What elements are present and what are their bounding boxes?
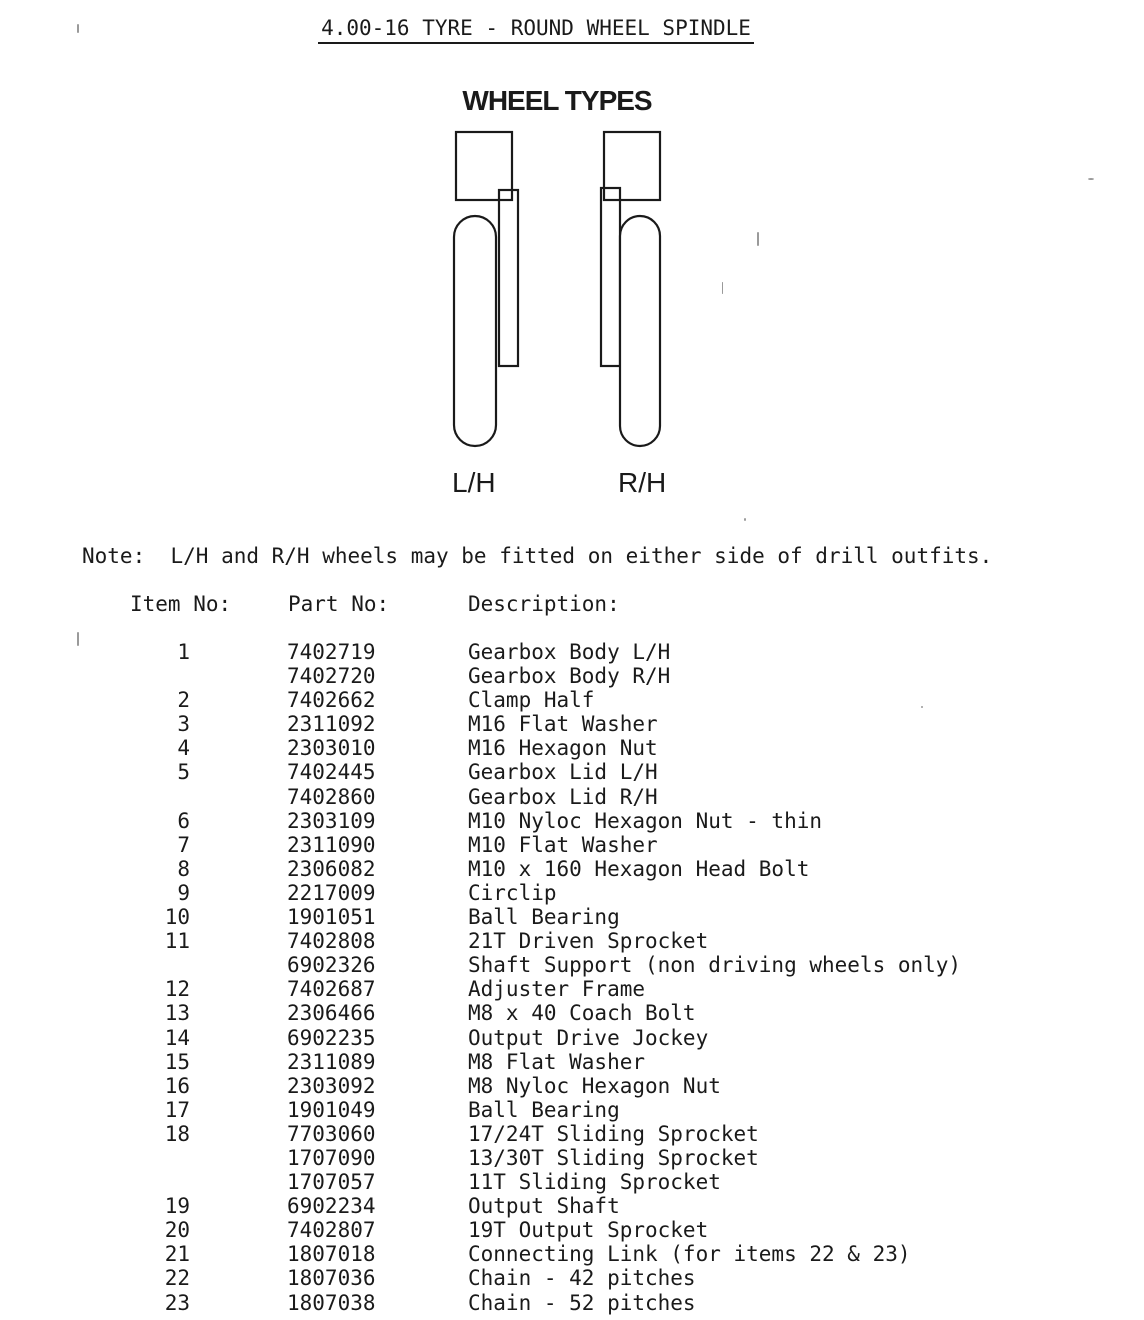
parts-table-row <box>0 1001 1144 1025</box>
part-description: M10 Flat Washer <box>468 832 658 857</box>
parts-table-row <box>0 1291 1144 1315</box>
item-number: 9 <box>177 880 190 905</box>
part-description: Ball Bearing <box>468 1097 620 1122</box>
page-title: 4.00-16 TYRE - ROUND WHEEL SPINDLE <box>318 14 754 44</box>
part-number: 7402687 <box>287 977 376 1002</box>
parts-table-row <box>0 736 1144 760</box>
part-description: M8 Flat Washer <box>468 1049 646 1074</box>
scan-speck <box>921 706 923 708</box>
item-number: 3 <box>177 712 190 737</box>
item-number: 17 <box>164 1097 190 1122</box>
part-description: 11T Sliding Sprocket <box>468 1170 721 1195</box>
part-number: 7703060 <box>287 1121 376 1146</box>
parts-table-row <box>0 1194 1144 1218</box>
parts-table-row <box>0 1074 1144 1098</box>
header-part-no: Part No: <box>288 592 390 616</box>
left-hand-label: L/H <box>452 467 496 498</box>
item-number: 4 <box>177 736 190 761</box>
item-number: 18 <box>164 1121 190 1146</box>
item-number: 7 <box>177 832 190 857</box>
part-number: 2217009 <box>287 880 376 905</box>
right-gearbox <box>604 132 660 200</box>
parts-table-row <box>0 809 1144 833</box>
parts-table-row <box>0 664 1144 688</box>
part-description: 13/30T Sliding Sprocket <box>468 1145 759 1170</box>
right-hand-wheel <box>601 132 660 446</box>
part-description: M8 Nyloc Hexagon Nut <box>468 1073 721 1098</box>
item-number: 22 <box>164 1266 190 1291</box>
item-number: 14 <box>164 1025 190 1050</box>
part-description: 17/24T Sliding Sprocket <box>468 1121 759 1146</box>
part-number: 1807036 <box>287 1266 376 1291</box>
parts-list-clip <box>0 638 1144 1315</box>
part-description: M16 Flat Washer <box>468 712 658 737</box>
scan-speck <box>722 282 723 294</box>
part-number: 2311092 <box>287 712 376 737</box>
item-number: 1 <box>177 640 190 664</box>
part-description: M10 x 160 Hexagon Head Bolt <box>468 856 810 881</box>
item-number: 10 <box>164 905 190 930</box>
part-number: 7402808 <box>287 929 376 954</box>
parts-table-row <box>0 1170 1144 1194</box>
parts-table-row <box>0 1146 1144 1170</box>
part-description: Gearbox Lid R/H <box>468 784 658 809</box>
part-description: Chain - 42 pitches <box>468 1266 696 1291</box>
item-number: 23 <box>164 1290 190 1315</box>
part-number: 7402860 <box>287 784 376 809</box>
part-number: 1807038 <box>287 1290 376 1315</box>
parts-table-row <box>0 1026 1144 1050</box>
part-description: Clamp Half <box>468 688 595 713</box>
wheel-types-heading: WHEEL TYPES <box>462 85 652 116</box>
parts-table-row <box>0 1218 1144 1242</box>
item-number: 16 <box>164 1073 190 1098</box>
scan-speck <box>744 518 746 521</box>
item-number: 20 <box>164 1218 190 1243</box>
item-number: 13 <box>164 1001 190 1026</box>
part-number: 6902326 <box>287 953 376 978</box>
parts-list <box>0 640 1144 1315</box>
scan-speck <box>1088 178 1094 180</box>
right-hand-label: R/H <box>618 467 667 498</box>
parts-table-row <box>0 881 1144 905</box>
part-number: 1901051 <box>287 905 376 930</box>
parts-table-row <box>0 1050 1144 1074</box>
part-number: 7402720 <box>287 664 376 689</box>
item-number: 8 <box>177 856 190 881</box>
header-description: Description: <box>468 592 620 616</box>
part-number: 1707090 <box>287 1145 376 1170</box>
right-tyre <box>620 216 660 446</box>
part-number: 7402445 <box>287 760 376 785</box>
item-number: 2 <box>177 688 190 713</box>
right-spindle-plate <box>601 188 620 366</box>
part-number: 1707057 <box>287 1170 376 1195</box>
part-number: 7402719 <box>287 640 376 664</box>
parts-table-row <box>0 857 1144 881</box>
fitting-note: Note: L/H and R/H wheels may be fitted on either side of drill outfits. <box>82 544 993 568</box>
part-description: Output Shaft <box>468 1194 620 1219</box>
part-number: 2311090 <box>287 832 376 857</box>
part-description: Shaft Support (non driving wheels only) <box>468 953 962 978</box>
part-description: Output Drive Jockey <box>468 1025 709 1050</box>
item-number: 11 <box>164 929 190 954</box>
part-number: 6902235 <box>287 1025 376 1050</box>
parts-table-row <box>0 833 1144 857</box>
header-item-no: Item No: <box>130 592 232 616</box>
part-number: 1901049 <box>287 1097 376 1122</box>
parts-table-row <box>0 712 1144 736</box>
parts-table-row <box>0 785 1144 809</box>
part-description: M8 x 40 Coach Bolt <box>468 1001 696 1026</box>
item-number: 12 <box>164 977 190 1002</box>
part-description: Chain - 52 pitches <box>468 1290 696 1315</box>
parts-table-row <box>0 905 1144 929</box>
part-number: 2303092 <box>287 1073 376 1098</box>
parts-table-row <box>0 977 1144 1001</box>
part-number: 7402807 <box>287 1218 376 1243</box>
item-number: 6 <box>177 808 190 833</box>
part-description: Circlip <box>468 880 557 905</box>
part-number: 1807018 <box>287 1242 376 1267</box>
parts-table-row <box>0 1242 1144 1266</box>
left-tyre <box>454 216 496 446</box>
scan-speck <box>77 632 79 646</box>
part-number: 7402662 <box>287 688 376 713</box>
part-description: 19T Output Sprocket <box>468 1218 709 1243</box>
part-description: M16 Hexagon Nut <box>468 736 658 761</box>
part-number: 2303109 <box>287 808 376 833</box>
parts-table-row <box>0 760 1144 784</box>
part-description: Connecting Link (for items 22 & 23) <box>468 1242 911 1267</box>
item-number: 5 <box>177 760 190 785</box>
item-number: 15 <box>164 1049 190 1074</box>
parts-table-row <box>0 1122 1144 1146</box>
parts-table-row <box>0 640 1144 664</box>
parts-table-row <box>0 688 1144 712</box>
scan-speck <box>77 24 79 33</box>
wheel-types-diagram <box>440 124 674 454</box>
part-number: 6902234 <box>287 1194 376 1219</box>
part-description: 21T Driven Sprocket <box>468 929 709 954</box>
part-description: Gearbox Body L/H <box>468 640 671 664</box>
left-spindle-plate <box>499 190 518 366</box>
part-number: 2306082 <box>287 856 376 881</box>
part-description: Adjuster Frame <box>468 977 646 1002</box>
part-number: 2311089 <box>287 1049 376 1074</box>
parts-table-row <box>0 953 1144 977</box>
item-number: 21 <box>164 1242 190 1267</box>
parts-table-row <box>0 1098 1144 1122</box>
part-description: Ball Bearing <box>468 905 620 930</box>
part-description: M10 Nyloc Hexagon Nut - thin <box>468 808 823 833</box>
left-hand-wheel <box>454 132 518 446</box>
item-number: 19 <box>164 1194 190 1219</box>
part-number: 2306466 <box>287 1001 376 1026</box>
scan-speck <box>757 232 759 246</box>
parts-table-row <box>0 929 1144 953</box>
part-description: Gearbox Lid L/H <box>468 760 658 785</box>
part-number: 2303010 <box>287 736 376 761</box>
part-description: Gearbox Body R/H <box>468 664 671 689</box>
parts-table-row <box>0 1266 1144 1290</box>
